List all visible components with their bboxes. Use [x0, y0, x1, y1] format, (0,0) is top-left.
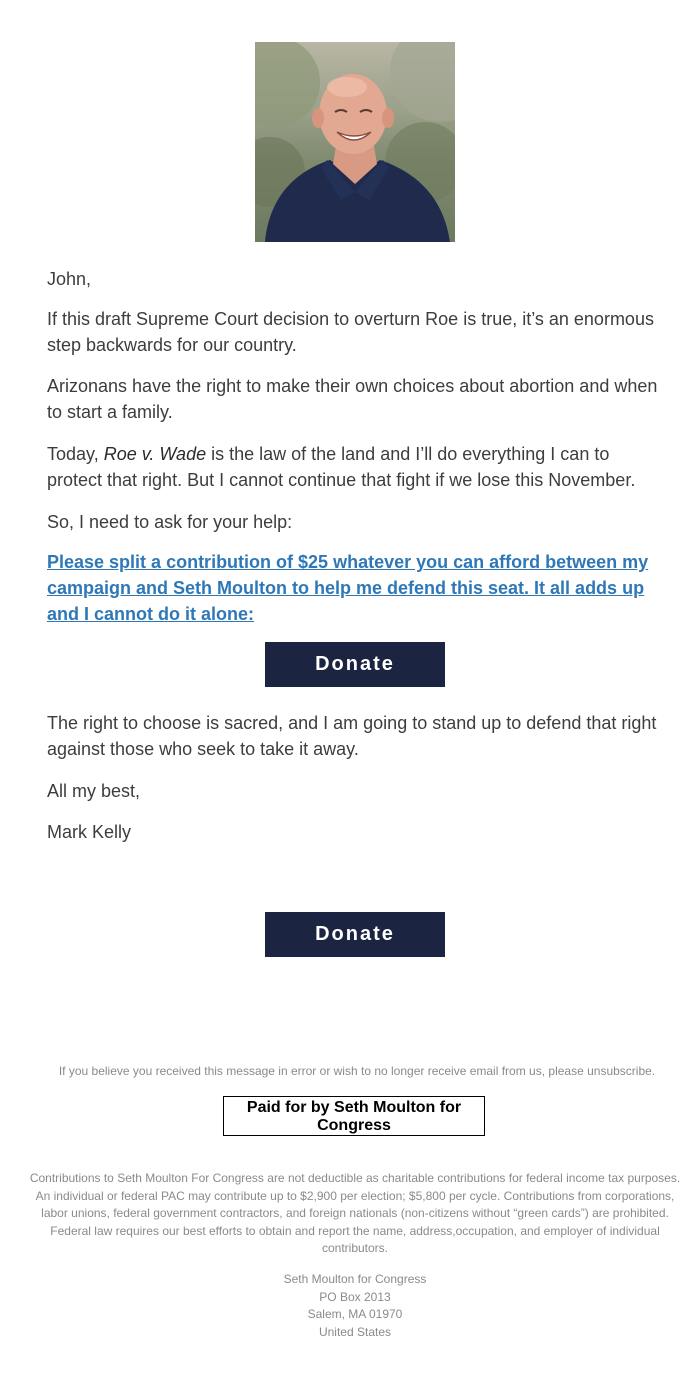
- paragraph-5: [47, 710, 667, 762]
- donate-button-bottom[interactable]: Donate: [265, 912, 445, 957]
- candidate-photo: [255, 42, 455, 242]
- paragraph-1-text: If this draft Supreme Court decision to overturn Roe is true, it’s an enormous step backwards for our country.: [47, 309, 654, 355]
- paragraph-1: [47, 306, 667, 358]
- paragraph-4: [47, 509, 667, 535]
- closing-text: All my best,: [47, 781, 141, 801]
- case-name: Roe v. Wade: [103, 444, 207, 464]
- signature: [47, 819, 667, 845]
- unsubscribe-notice[interactable]: If you believe you received this message in error or wish to no longer receive email from us, please unsubscribe.: [58, 1064, 656, 1078]
- contribution-link[interactable]: Please split a contribution of $25 whatever you can afford between my campaign and Seth Moulton to help me defend this seat. It all adds up and I cannot do it alone:: [47, 552, 649, 624]
- paragraph-4-text: So, I need to ask for your help:: [47, 512, 293, 532]
- contribution-disclaimer: Contributions to Seth Moulton For Congress are not deductible as charitable contributions for federal income tax purposes. An individual or federal PAC may contribute up to $2,900 per election; $5,800 per cycle. Contributions from corporations, labor unions, federal government contractors, and foreign nationals (non-citizens without “green cards”) are prohibited. Federal law requires our best efforts to obtain and report the name, address,occupation, and employer of individual contributors.: [29, 1171, 681, 1255]
- mailing-address: [0, 1271, 700, 1341]
- paragraph-2: [47, 373, 667, 425]
- paid-for-disclaimer: Paid for by Seth Moulton for Congress: [223, 1096, 485, 1136]
- closing: [47, 778, 667, 804]
- paragraph-5-text: The right to choose is sacred, and I am going to stand up to defend that right against those who seek to take it away.: [47, 713, 657, 759]
- greeting-text: John,: [47, 269, 92, 289]
- address-line: Seth Moulton for Congress: [283, 1272, 427, 1286]
- paragraph-3-text: [47, 441, 667, 493]
- signature-text: Mark Kelly: [47, 822, 132, 842]
- greeting: [47, 266, 667, 292]
- paragraph-2-text: Arizonans have the right to make their own choices about abortion and when to start a family.: [47, 376, 658, 422]
- portrait-image: [255, 42, 455, 242]
- donate-button[interactable]: Donate: [265, 642, 445, 687]
- paragraph-3: [47, 441, 667, 493]
- address-line: PO Box 2013: [319, 1289, 391, 1304]
- paragraph-3-prefix: Today,: [47, 444, 104, 464]
- address-line: United States: [318, 1324, 392, 1339]
- address-line: Salem, MA 01970: [307, 1307, 403, 1321]
- paragraph-3-suffix: is the law of the land and I’ll do everything I can to protect that right. But I cannot continue that fight if we lose this November.: [47, 444, 636, 490]
